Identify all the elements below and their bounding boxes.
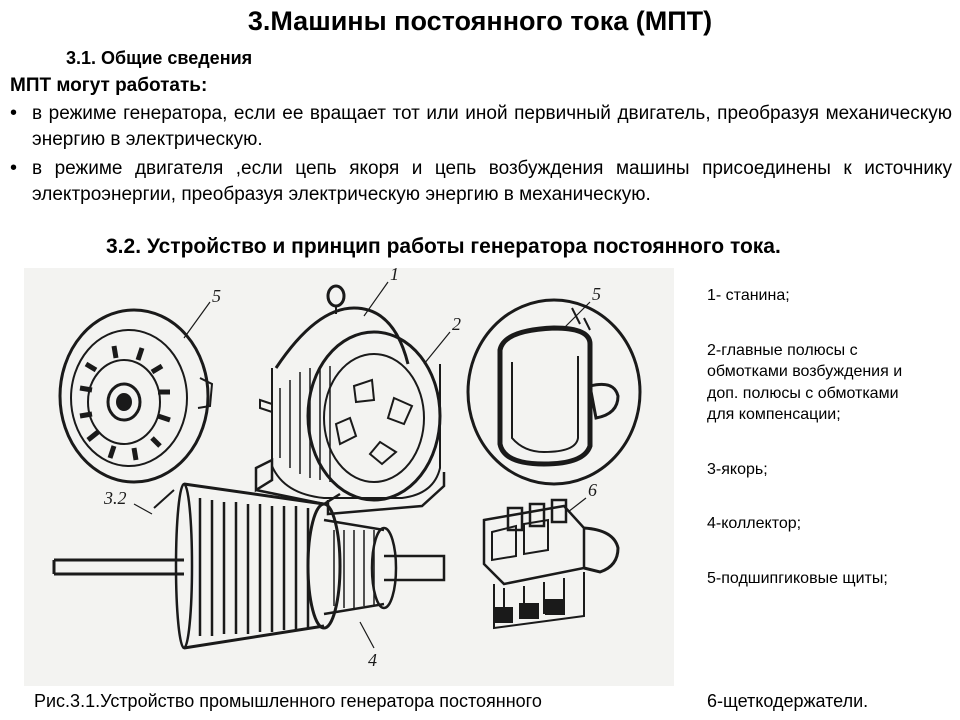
parts-legend xyxy=(707,285,942,589)
legend-item-brush-holders: 6-щеткодержатели. xyxy=(707,691,869,711)
section-heading-general: 3.1. Общие сведения xyxy=(66,48,253,68)
legend-item-end-shields: 5-подшипгиковые щиты; xyxy=(707,569,888,587)
legend-item-armature: 3-якорь; xyxy=(707,460,768,478)
lead-text: МПТ могут работать: xyxy=(10,75,208,96)
list-item-motor-mode xyxy=(8,156,952,208)
figure-caption: Рис.3.1.Устройство промышленного генератора постоянного xyxy=(34,691,542,711)
bullet-text: в режиме генератора, если ее вращает тот или иной первичный двигатель, преобразуя механическую энергию в электрическую. xyxy=(32,103,952,150)
modes-list xyxy=(8,101,952,211)
bullet-icon: • xyxy=(10,157,18,179)
bullet-text: в режиме двигателя ,если цепь якоря и цепь возбуждения машины присоединены к источнику электроэнергии, преобразуя электрическую энергию в механическую. xyxy=(32,158,952,205)
figure-label-5-right: 5 xyxy=(592,284,601,304)
legend-item-commutator: 4-коллектор; xyxy=(707,515,802,532)
bullet-icon: • xyxy=(10,102,18,124)
figure-label-3-2: 3.2 xyxy=(104,488,127,508)
list-item-generator-mode xyxy=(8,101,952,153)
figure-label-2: 2 xyxy=(452,314,461,334)
figure-label-5-left: 5 xyxy=(212,286,221,306)
section-heading-generator: 3.2. Устройство и принцип работы генератора постоянного тока. xyxy=(106,235,781,258)
figure-label-4: 4 xyxy=(368,650,377,670)
figure-label-6: 6 xyxy=(588,480,597,500)
legend-item-poles: 2-главные полюсы с обмотками возбуждения и доп. полюсы с обмотками для компенсации; xyxy=(707,341,903,423)
slide-title: 3.Машины постоянного тока (МПТ) xyxy=(247,6,713,36)
generator-parts-drawing xyxy=(24,268,674,686)
legend-item-frame: 1- станина; xyxy=(707,287,790,304)
figure-label-1: 1 xyxy=(390,268,399,284)
